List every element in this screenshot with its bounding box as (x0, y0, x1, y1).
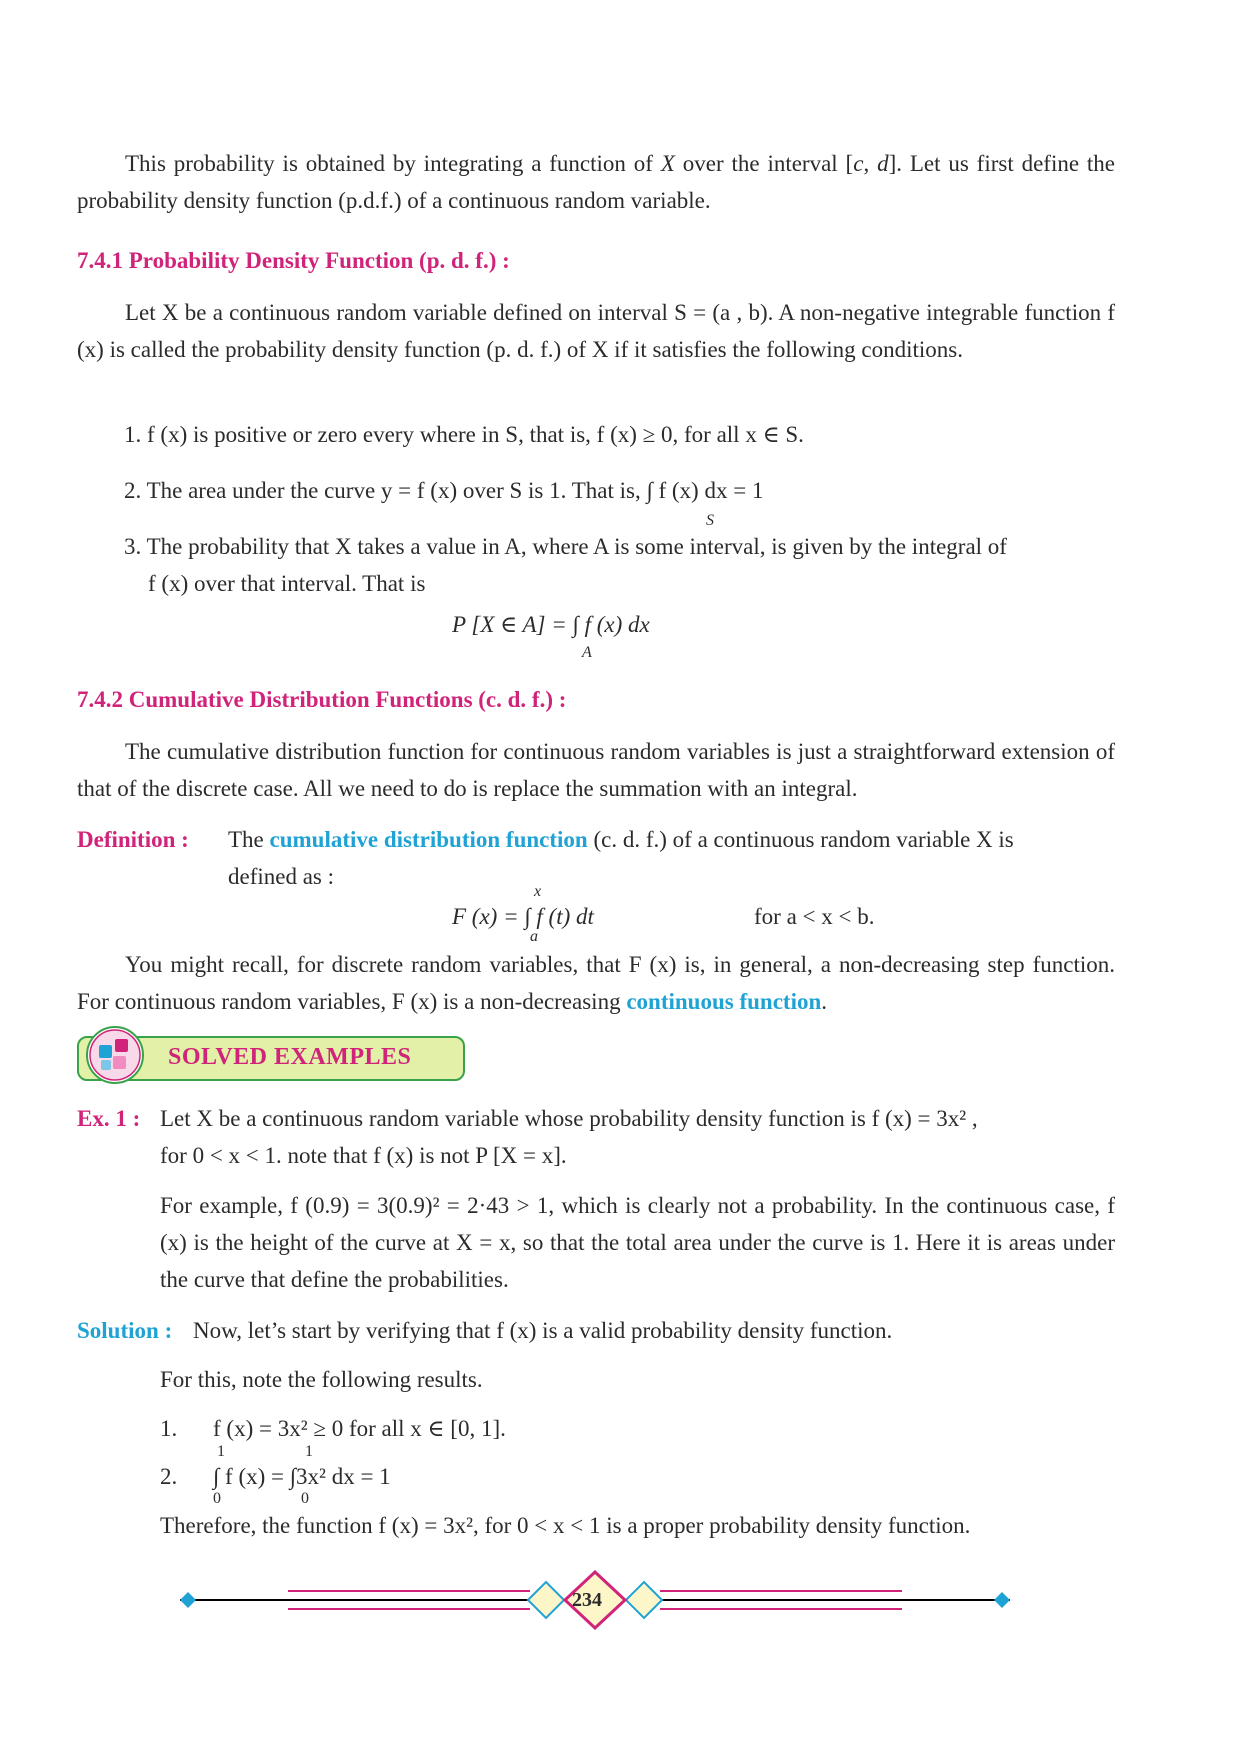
result-2-upper-limit: 1 (217, 1443, 225, 1460)
pdf-definition-paragraph: Let X be a continuous random variable defined on interval S = (a , b). A non-negative integrable function f (x) is called the probability density function (p. d. f.) of X if it satisfies the following conditions. (77, 300, 1115, 362)
condition-2: 2. The area under the curve y = f (x) over S is 1. That is, ∫ f (x) dx = 1 (124, 478, 764, 503)
cdf-recall-paragraph: You might recall, for discrete random variables, that F (x) is, in general, a non-decreasing step function. For continuous random variables, F (x) is a non-decreasing continuous function. (77, 952, 1115, 1014)
condition-3-line1: 3. The probability that X takes a value in A, where A is some interval, is given by the integral of (124, 534, 1007, 559)
probability-formula: P [X ∈ A] = ∫ f (x) dx (452, 612, 650, 637)
example-1-line2: for 0 < x < 1. note that f (x) is not P [X = x]. (160, 1143, 567, 1168)
section-heading-cdf: 7.4.2 Cumulative Distribution Functions (c. d. f.) : (77, 687, 567, 712)
cdf-term-link[interactable]: cumulative distribution function (269, 827, 588, 852)
cdf-lower-limit: a (530, 928, 538, 945)
result-2-number: 2. (160, 1464, 178, 1489)
condition-1: 1. f (x) is positive or zero every where in S, that is, f (x) ≥ 0, for all x ∈ S. (124, 422, 804, 447)
result-2-lower-limit: 0 (213, 1490, 221, 1507)
section-heading-pdf: 7.4.1 Probability Density Function (p. d. f.) : (77, 248, 510, 273)
puzzle-icon (85, 1025, 145, 1085)
conclusion: Therefore, the function f (x) = 3x², for 0 < x < 1 is a proper probability density function. (160, 1513, 971, 1538)
cdf-intro-paragraph: The cumulative distribution function for continuous random variables is just a straightforward extension of that of the discrete case. All we need to do is replace the summation with an integral. (77, 739, 1115, 801)
intro-paragraph: This probability is obtained by integrating a function of X over the interval [c, d]. Let us first define the probability density function (p.d.f.) of a continuous random variable. (77, 151, 1116, 213)
page-number: 234 (572, 1589, 602, 1611)
definition-line1: The cumulative distribution function (c. d. f.) of a continuous random variable X is (228, 827, 1014, 852)
example-1-line1: Let X be a continuous random variable whose probability density function is f (x) = 3x² , (160, 1106, 978, 1131)
continuous-function-link[interactable]: continuous function (626, 989, 822, 1014)
definition-line2: defined as : (228, 864, 335, 889)
definition-label: Definition : (77, 827, 189, 852)
example-1-label: Ex. 1 : (77, 1106, 141, 1131)
result-2: ∫ f (x) = ∫3x² dx = 1 (213, 1464, 391, 1489)
result-1-number: 1. (160, 1416, 178, 1441)
solution-text: Now, let’s start by verifying that f (x) is a valid probability density function. (193, 1318, 893, 1343)
solution-note: For this, note the following results. (160, 1367, 483, 1392)
condition-3-line2: f (x) over that interval. That is (148, 571, 426, 596)
result-2-lower-limit-b: 0 (301, 1490, 309, 1507)
solved-examples-title: SOLVED EXAMPLES (168, 1044, 412, 1070)
result-2-upper-limit-b: 1 (305, 1443, 313, 1460)
example-1-explanation: For example, f (0.9) = 3(0.9)² = 2·43 > 1, which is clearly not a probability. In the continuous case, f (x) is the height of the curve at X = x, so that the total area under the curve is 1. Here it is areas under the curve that define the probabilities. (160, 1193, 1115, 1292)
cdf-formula: F (x) = ∫ f (t) dt (452, 904, 594, 929)
result-1: f (x) = 3x² ≥ 0 for all x ∈ [0, 1]. (213, 1416, 506, 1441)
condition-2-subscript: S (706, 512, 714, 529)
probability-formula-subscript: A (582, 644, 592, 661)
solution-label: Solution : (77, 1318, 173, 1343)
cdf-upper-limit: x (534, 883, 542, 900)
cdf-condition: for a < x < b. (754, 904, 875, 929)
